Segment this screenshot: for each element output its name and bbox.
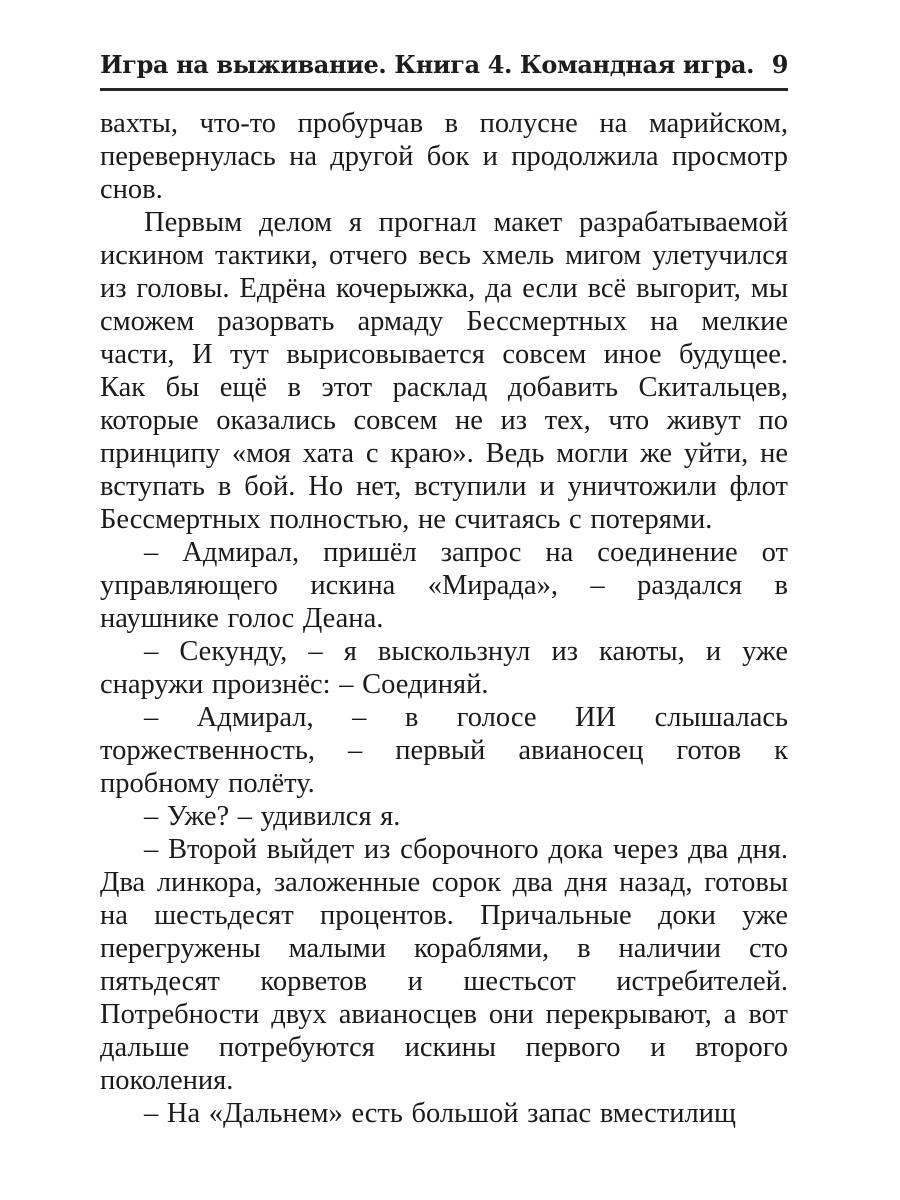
paragraph: вахты, что-то пробурчав в полусне на марийском, перевернулась на другой бок и продолжила просмотр снов. bbox=[100, 108, 788, 205]
paragraph: – Адмирал, пришёл запрос на соединение от управляющего искина «Мирада», – раздался в наушнике голос Деана. bbox=[100, 537, 788, 634]
running-header bbox=[100, 50, 788, 79]
header-title: Игра на выживание. Книга 4. Командная игра. bbox=[100, 50, 755, 79]
header-rule bbox=[100, 88, 788, 91]
page-number: 9 bbox=[771, 50, 788, 79]
paragraph: – Второй выйдет из сборочного дока через два дня. Два линкора, заложенные сорок два дня назад, готовы на шестьдесят процентов. Причальные доки уже перегружены малыми кораблями, в наличии сто пятьдесят корветов и шестьсот истребителей. Потребности двух авианосцев они перекрывают, а вот дальше потребуются искины первого и второго поколения. bbox=[100, 834, 788, 1096]
paragraph: – Секунду, – я выскользнул из каюты, и уже снаружи произнёс: – Соединяй. bbox=[100, 636, 788, 700]
paragraph: – Адмирал, – в голосе ИИ слышалась торжественность, – первый авианосец готов к пробному полёту. bbox=[100, 702, 788, 799]
page-body bbox=[100, 107, 788, 1130]
paragraph: – Уже? – удивился я. bbox=[144, 801, 401, 832]
paragraph: – На «Дальнем» есть большой запас вместилищ bbox=[144, 1098, 736, 1129]
paragraph: Первым делом я прогнал макет разрабатываемой искином тактики, отчего весь хмель мигом улетучился из головы. Едрёна кочерыжка, да если всё выгорит, мы сможем разорвать армаду Бессмертных на мелкие части, И тут вырисовывается совсем иное будущее. Как бы ещё в этот расклад добавить Скитальцев, которые оказались совсем не из тех, что живут по принципу «моя хата с краю». Ведь могли же уйти, не вступать в бой. Но нет, вступили и уничтожили флот Бессмертных полностью, не считаясь с потерями. bbox=[100, 207, 788, 535]
